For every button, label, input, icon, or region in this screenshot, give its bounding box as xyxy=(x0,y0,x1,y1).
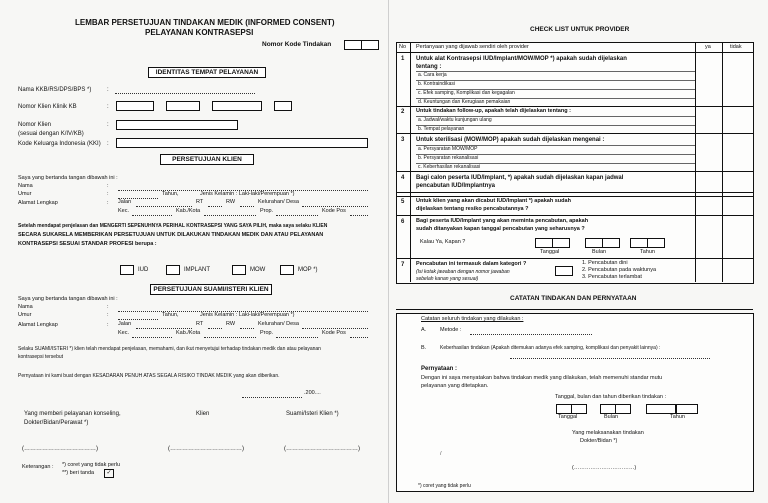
klinik-box-3[interactable] xyxy=(212,101,262,111)
klien-nama-label: Nama xyxy=(18,183,33,189)
q6-text: Bagi peserta IUD/Implant yang akan meminta pencabutan, apakah xyxy=(416,218,589,224)
label-iud: IUD xyxy=(138,267,149,273)
nama-kkb-label: Nama KKB/RS/DPS/BPS *) xyxy=(18,87,92,93)
label-mow: MOW xyxy=(250,267,266,273)
label-implant: IMPLANT xyxy=(184,267,211,273)
suami-umur-label: Umur xyxy=(18,312,32,318)
suami-alamat-label: Alamat Lengkap xyxy=(18,322,58,328)
pelaksana-label: Yang melaksanakan tindakan xyxy=(572,430,644,436)
tgl-tanggal-box-2[interactable] xyxy=(571,404,587,414)
suami-kec-field[interactable] xyxy=(132,336,172,338)
form-page: LEMBAR PERSETUJUAN TINDAKAN MEDIK (INFORMED CONSENT) PELAYANAN KONTRASEPSI Nomor Kode Tindakan IDENTITAS TEMPAT PELAYANAN Nama KKB/RS/DPS/BPS *) : Nomor Klien Klinik KB : Nomor Klien : (sesuai dengan K/IV/KB) Kode Keluarga Indonesia (KKI) : PERSETUJUAN KLIEN Saya yang bertanda tangan dibawah ini : Nama : Umur : Tahun, Jenis Kelamin : Laki-laki/Perempuan *) Alamat Lengkap : Jalan RT RW Kelurahan/ Desa Kec. Kab./Kota Prop. Kode Pos Setelah mendapat penjelasan dan MENGERTI SEPENUHNYA PERIHAL KONTRASEPSI YANG SAYA PILIH, maka saya selaku KLIEN SECARA SUKARELA MEMBERIKAN PERSETUJUAN UNTUK DILAKUKAN TINDAKAN MEDIK DAN ATAU PELAYANAN KONTRASEPSI SESUAI STANDAR PROFESI berupa : IUD IMPLANT MOW MOP *) PERSETUJUAN SUAMI/ISTERI KLIEN Saya yang bertanda tangan dibawah ini : Nama : Umur : Tahun, Jenis Kelamin : Laki-laki/Perempuan *) Alamat Lengkap : Jalan RT RW Kelurahan/ Desa Kec. Kab./Kota Prop. Kode Pos Selaku SUAMI/ISTERI *) klien telah mendapat penjelasan, memahami, dan ikut menyetujui terhadap tindakan medik dan atau pelayanan kontrasepsi tersebut Pernyataan ini kami buat dengan KESADARAN PENUH ATAS SEGALA RISIKO TINDAK MEDIK yang akan diberikan. .200.... Yang memberi pelayanan konseling, Dokter/Bidan/Perawat *) Klien Suami/Isteri Klien *) (………………………………) (………………………………) (………………………………) Keterangan : *) coret yang tidak perlu **) beri tanda ✓ CHECK LIST UNTUK PROVIDER No Pertanyaan yang dijawab sendiri oleh provider ya tidak 1 Untuk alat Kontrasepsi IUD/Implant/MOW/MOP *) apakah sudah dijelaskan tentang : a. Cara kerja b. Kontraindikasi c. Efek samping, Komplikasi dan kegagalan d. Keuntungan dan Kerugiaan pemakaian 2 Untuk tindakan follow-up, apakah telah dijelaskan tentang : a. Jadwal/waktu kunjungan ulang b. Tempat pelayanan 3 Untuk sterilisasi (MOW/MOP) apakah sudah dijelaskan mengenai : a. Persyaratan MOW/MOP b. Persyaratan rekanalisasi c. Keberhasilan rekanalisasi 4 Bagi calon peserta IUD/Implant, *) apakah sudah dijelaskan kapan jadwal pencabutan IUD/Implantnya 5 Untuk klien yang akan dicabut IUD/Implant *) apakah sudah dijelaskan tentang resiko pencabutannya ? 6 Bagi peserta IUD/Implant yang akan meminta pencabutan, apakah sudah ditanyakan kapan tanggal pencabutan yang seharusnya ? Kalau Ya, Kapan ? Tanggal Bulan Tahun 7 Pencabutan ini termasuk dalam kategori ? (Isi kotak jawaban dengan nomor jawaban sebelah kanan yang sesuai) 1. Pencabutan dini 2. Pencabutan pada waktunya 3. Pencabutan terlambat CATATAN TINDAKAN DAN PERNYATAAN Catatan seluruh tindakan yang dilakukan : A. Metode : B. Keberhasilan tindakan (Apakah ditemukan adanya efek samping, komplikasi dan penyakit lainnya) : Pernyataan : Dengan ini saya menyatakan bahwa tindakan medik yang dilakukan, telah memenuhi standar mutu pelayanan yang ditetapkan. Tanggal, bulan dan tahun diberikan tindakan : Tanggal Bulan Tahun Yang melaksanakan tindakan Dokter/Bidan *) / (……………………………) *) coret yang tidak perlu xyxy=(0,0,768,503)
nomor-kode-box-2[interactable] xyxy=(361,40,379,50)
tgl-tahun-box-2[interactable] xyxy=(676,404,698,414)
form-subtitle: PELAYANAN KONTRASEPSI xyxy=(145,28,254,37)
klien-statement-2: SECARA SUKARELA MEMBERIKAN PERSETUJUAN UNTUK DILAKUKAN TINDAKAN MEDIK DAN ATAU PELAYANAN xyxy=(18,232,324,238)
keterangan-label: Keterangan : xyxy=(22,464,54,470)
label-mop: MOP *) xyxy=(298,267,318,273)
nama-kkb-field[interactable] xyxy=(115,92,255,94)
q6-bulan-box-1[interactable] xyxy=(585,238,603,248)
pernyataan-kami: Pernyataan ini kami buat dengan KESADARAN PENUH ATAS SEGALA RISIKO TINDAK MEDIK yang akan diberikan. xyxy=(18,373,280,379)
klien-sign-label: Klien xyxy=(196,411,210,417)
klien-kodepos-field[interactable] xyxy=(350,214,368,216)
suami-intro: Saya yang bertanda tangan dibawah ini : xyxy=(18,296,118,302)
q6-tahun-box-1[interactable] xyxy=(630,238,648,248)
col-no: No xyxy=(399,44,407,50)
keberhasilan-field[interactable] xyxy=(510,357,710,359)
klien-prop-field[interactable] xyxy=(276,214,318,216)
catatan-seluruh: Catatan seluruh tindakan yang dilakukan : xyxy=(421,316,524,322)
q6-tanggal-box-1[interactable] xyxy=(535,238,553,248)
klien-statement-3: KONTRASEPSI SESUAI STANDAR PROFESI berupa : xyxy=(18,241,157,247)
klien-kab-field[interactable] xyxy=(204,214,256,216)
year-field: .200.... xyxy=(304,390,321,396)
suami-kodepos-field[interactable] xyxy=(350,336,368,338)
q2-text: Untuk tindakan follow-up, apakah telah dijelaskan tentang : xyxy=(416,108,571,114)
klien-kelurahan-field[interactable] xyxy=(302,205,368,207)
col-question: Pertanyaan yang dijawab sendiri oleh provider xyxy=(416,44,529,50)
suami-rt-field[interactable] xyxy=(208,327,222,329)
tgl-bulan-box-1[interactable] xyxy=(600,404,616,414)
suami-nama-label: Nama xyxy=(18,304,33,310)
suami-statement-2: kontrasepsi tersebut xyxy=(18,354,64,360)
q6-bulan-box-2[interactable] xyxy=(602,238,620,248)
metode-label: Metode : xyxy=(440,327,462,333)
kode-keluarga-label: Kode Keluarga Indonesia (KKI) xyxy=(18,141,101,147)
klinik-box-1[interactable] xyxy=(116,101,154,111)
check-mark-icon: ✓ xyxy=(104,469,114,478)
keberhasilan-label: Keberhasilan tindakan (Apakah ditemukan adanya efek samping, komplikasi dan penyakit lainnya) : xyxy=(440,345,661,351)
klinik-box-4[interactable] xyxy=(274,101,292,111)
klien-alamat-label: Alamat Lengkap xyxy=(18,200,58,206)
checklist-title: CHECK LIST UNTUK PROVIDER xyxy=(530,26,630,33)
klinik-box-2[interactable] xyxy=(166,101,200,111)
suami-umur-field[interactable] xyxy=(118,318,158,320)
q6-tanggal-box-2[interactable] xyxy=(552,238,570,248)
q3-text: Untuk sterilisasi (MOW/MOP) apakah sudah dijelaskan mengenai : xyxy=(416,137,605,143)
q7-answer-box[interactable] xyxy=(555,266,573,276)
suami-prop-field[interactable] xyxy=(276,336,318,338)
page-fold-divider xyxy=(388,0,389,503)
klien-rw-field[interactable] xyxy=(240,205,254,207)
col-tidak: tidak xyxy=(730,44,742,50)
klien-header: PERSETUJUAN KLIEN xyxy=(160,154,254,165)
keterangan-coret: *) coret yang tidak perlu xyxy=(62,462,121,468)
pernyataan-label: Pernyataan : xyxy=(421,366,458,372)
pemberi-label: Yang memberi pelayanan konseling, xyxy=(24,411,121,417)
suami-header: PERSETUJUAN SUAMI/ISTERI KLIEN xyxy=(150,284,272,295)
suami-jalan-field[interactable] xyxy=(136,327,192,329)
checkbox-implant[interactable] xyxy=(166,265,180,275)
tgl-label: Tanggal, bulan dan tahun diberikan tindakan : xyxy=(555,394,667,400)
klien-kec-field[interactable] xyxy=(132,214,172,216)
keterangan-beri: **) beri tanda xyxy=(62,470,95,476)
q6-kalau: Kalau Ya, Kapan ? xyxy=(420,239,466,245)
tgl-bulan-box-2[interactable] xyxy=(615,404,631,414)
nomor-klien-box[interactable] xyxy=(116,120,238,130)
nomor-kode-box-1[interactable] xyxy=(344,40,362,50)
suami-sign-label: Suami/Isteri Klien *) xyxy=(286,411,339,417)
suami-kab-field[interactable] xyxy=(204,336,256,338)
q7-text: Pencabutan ini termasuk dalam kategori ? xyxy=(416,261,527,267)
checkbox-iud[interactable] xyxy=(120,265,134,275)
q5-text: Untuk klien yang akan dicabut IUD/Implant *) apakah sudah xyxy=(416,198,571,204)
suami-statement-1: Selaku SUAMI/ISTERI *) klien telah mendapat penjelasan, memahami, dan ikut menyetujui terhadap tindakan medik dan atau pelayanan xyxy=(18,346,321,352)
identitas-header: IDENTITAS TEMPAT PELAYANAN xyxy=(148,67,266,78)
nomor-kode-label: Nomor Kode Tindakan xyxy=(262,41,332,48)
tgl-tahun-box[interactable] xyxy=(646,404,676,414)
pelaksana-signature[interactable]: (……………………………) xyxy=(572,465,637,471)
checkbox-mow[interactable] xyxy=(232,265,246,275)
nomor-klien-sub: (sesuai dengan K/IV/KB) xyxy=(18,131,84,137)
col-ya: ya xyxy=(705,44,711,50)
klien-signature[interactable]: (………………………………) xyxy=(168,446,244,452)
q4-text: Bagi calon peserta IUD/Implant, *) apakah sudah dijelaskan kapan jadwal xyxy=(416,175,624,181)
suami-kelurahan-field[interactable] xyxy=(302,327,368,329)
catatan-coret: *) coret yang tidak perlu xyxy=(418,483,471,489)
suami-rw-field[interactable] xyxy=(240,327,254,329)
q6-tahun-box-2[interactable] xyxy=(647,238,665,248)
kki-box[interactable] xyxy=(116,138,368,148)
klien-statement-1: Setelah mendapat penjelasan dan MENGERTI SEPENUHNYA PERIHAL KONTRASEPSI YANG SAYA PILIH, maka saya selaku KLIEN xyxy=(18,223,328,229)
klien-umur-label: Umur xyxy=(18,191,32,197)
pemberi-signature[interactable]: (………………………………) xyxy=(22,446,98,452)
q1-text: Untuk alat Kontrasepsi IUD/Implant/MOW/MOP *) apakah sudah dijelaskan xyxy=(416,56,627,62)
klien-intro: Saya yang bertanda tangan dibawah ini : xyxy=(18,175,118,181)
checkbox-mop[interactable] xyxy=(280,265,294,275)
klien-jalan-field[interactable] xyxy=(136,205,192,207)
catatan-title: CATATAN TINDAKAN DAN PERNYATAAN xyxy=(510,295,637,302)
tgl-tanggal-box-1[interactable] xyxy=(556,404,572,414)
place-date-field[interactable] xyxy=(242,396,302,398)
nomor-klien-label: Nomor Klien xyxy=(18,122,52,128)
metode-field[interactable] xyxy=(470,333,592,335)
form-title: LEMBAR PERSETUJUAN TINDAKAN MEDIK (INFORMED CONSENT) xyxy=(75,18,335,27)
klien-rt-field[interactable] xyxy=(208,205,222,207)
pemberi-sub: Dokter/Bidan/Perawat *) xyxy=(24,420,89,426)
nomor-klinik-label: Nomor Klien Klinik KB xyxy=(18,104,77,110)
suami-signature[interactable]: (………………………………) xyxy=(284,446,360,452)
